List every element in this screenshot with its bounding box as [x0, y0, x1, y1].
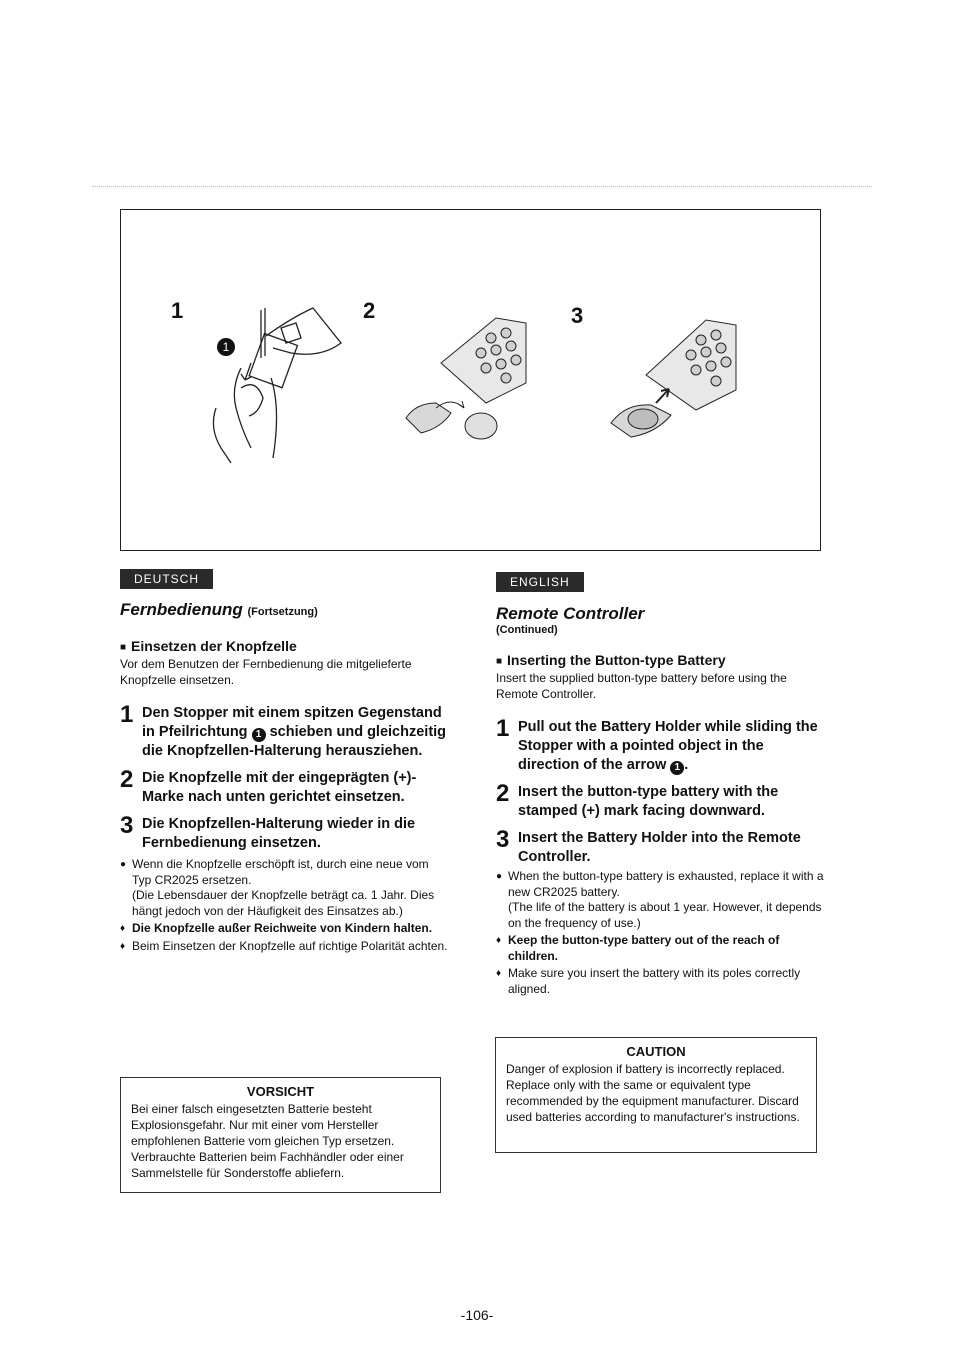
bullet-icon: ♦	[496, 968, 502, 979]
bullet-icon: ♦	[496, 935, 502, 946]
note-text: (The life of the battery is about 1 year. However, it depends on the frequency of use.)	[508, 900, 822, 930]
english-step-1	[496, 715, 826, 775]
english-subheading: ■ Inserting the Button-type Battery	[496, 652, 826, 668]
caution-text: Danger of explosion if battery is incorrectly replaced. Replace only with the same or equivalent type recommended by the equipment manufacturer. Discard used batteries according to manufacturer's instructions.	[506, 1062, 800, 1124]
deutsch-step-3	[120, 812, 450, 853]
illustration-box	[120, 209, 821, 551]
warning-title: VORSICHT	[246, 1084, 315, 1099]
page-number: -106-	[460, 1307, 494, 1323]
step-text	[518, 718, 826, 775]
language-tag-english: ENGLISH	[496, 572, 584, 592]
step-text: Die Knopfzellen-Halterung wieder in die Fernbedienung einsetzen.	[142, 816, 416, 851]
deutsch-intro: Vor dem Benutzen der Fernbedienung die mitgelieferte Knopfzelle einsetzen.	[120, 657, 412, 687]
figure-step-3-number: 3	[571, 303, 584, 328]
language-tag-deutsch: DEUTSCH	[120, 569, 213, 589]
step-number: 1	[120, 701, 134, 728]
note-text: Make sure you insert the battery with its poles correctly aligned.	[508, 966, 801, 996]
note-item	[120, 921, 450, 937]
warning-text: Bei einer falsch eingesetzten Batterie besteht Explosionsgefahr. Nur mit einer vom Hersteller empfohlenen Batterie vom gleichen Typ ersetzen. Verbrauchte Batterien beim Fachhändler oder einer Sammelstelle für Sonderstoffe abliefern.	[131, 1102, 404, 1180]
note-text: (Die Lebensdauer der Knopfzelle beträgt ca. 1 Jahr. Dies hängt jedoch von der Häufigkeit des Einsatzes ab.)	[132, 888, 435, 918]
deutsch-title	[120, 600, 450, 620]
bullet-icon: ♦	[120, 923, 126, 934]
english-column	[496, 604, 826, 997]
step-text	[142, 704, 450, 761]
english-continued: (Continued)	[496, 624, 558, 636]
note-text: Wenn die Knopfzelle erschöpft ist, durch eine neue vom Typ CR2025 ersetzen.	[132, 857, 429, 887]
step-number: 2	[496, 780, 510, 807]
english-caution-box	[495, 1037, 817, 1153]
caution-title: CAUTION	[626, 1044, 686, 1059]
bullet-icon: ●	[496, 871, 503, 882]
bullet-icon: ♦	[120, 940, 126, 952]
holder-reinsert-icon	[601, 315, 751, 445]
english-steps	[496, 715, 826, 867]
note-item	[496, 900, 826, 931]
english-step-2	[496, 780, 826, 821]
step-number: 3	[120, 812, 134, 839]
deutsch-step-2	[120, 766, 450, 807]
hand-pulling-holder-icon	[201, 298, 381, 468]
step-text-part: Pull out the Battery Holder while sliding the Stopper with a pointed object in the direction of the arrow	[518, 719, 818, 773]
arrow-marker-icon: 1	[217, 338, 235, 356]
note-item	[120, 939, 450, 955]
figure-step-1-number: 1	[171, 298, 184, 323]
arrow-marker-icon: 1	[252, 728, 266, 742]
note-text: Beim Einsetzen der Knopfzelle auf richtige Polarität achten.	[132, 938, 448, 953]
english-notes	[496, 869, 826, 997]
step-text-part: Den Stopper mit einem spitzen Gegenstand in Pfeilrichtung	[142, 705, 442, 740]
arrow-marker-icon: 1	[670, 761, 684, 775]
deutsch-steps	[120, 701, 450, 853]
deutsch-column	[120, 600, 450, 954]
note-text: When the button-type battery is exhausted, replace it with a new CR2025 battery.	[508, 869, 824, 899]
note-item	[120, 857, 450, 888]
note-item	[496, 966, 826, 997]
english-step-3	[496, 826, 826, 867]
step-number: 2	[120, 766, 134, 793]
remote-battery-insert-icon	[396, 308, 536, 448]
deutsch-subheading: ■ Einsetzen der Knopfzelle	[120, 638, 450, 654]
note-text: Keep the button-type battery out of the reach of children.	[508, 933, 780, 963]
deutsch-notes	[120, 857, 450, 954]
step-text-part: schieben und gleichzeitig die Knopfzellen-Halterung herausziehen.	[142, 724, 447, 759]
deutsch-title-suffix: (Fortsetzung)	[247, 606, 318, 618]
english-title: Remote Controller	[496, 604, 645, 623]
deutsch-warning-box	[120, 1077, 441, 1193]
step-text-part: .	[684, 757, 689, 773]
deutsch-step-1	[120, 701, 450, 761]
note-item	[496, 869, 826, 900]
top-dotted-rule	[92, 186, 872, 187]
note-text: Die Knopfzelle außer Reichweite von Kindern halten.	[132, 921, 433, 935]
deutsch-title-text: Fernbedienung	[120, 600, 243, 619]
step-number: 3	[496, 826, 510, 853]
step-text: Die Knopfzelle mit der eingeprägten (+)-Marke nach unten gerichtet einsetzen.	[142, 770, 417, 805]
note-item	[496, 933, 826, 964]
figure-step-2-number: 2	[363, 298, 376, 323]
note-item	[120, 888, 450, 919]
english-intro: Insert the supplied button-type battery before using the Remote Controller.	[496, 671, 787, 701]
step-text: Insert the button-type battery with the stamped (+) mark facing downward.	[518, 784, 779, 819]
step-number: 1	[496, 715, 510, 742]
bullet-icon: ●	[120, 859, 127, 870]
step-text: Insert the Battery Holder into the Remote Controller.	[518, 830, 801, 865]
